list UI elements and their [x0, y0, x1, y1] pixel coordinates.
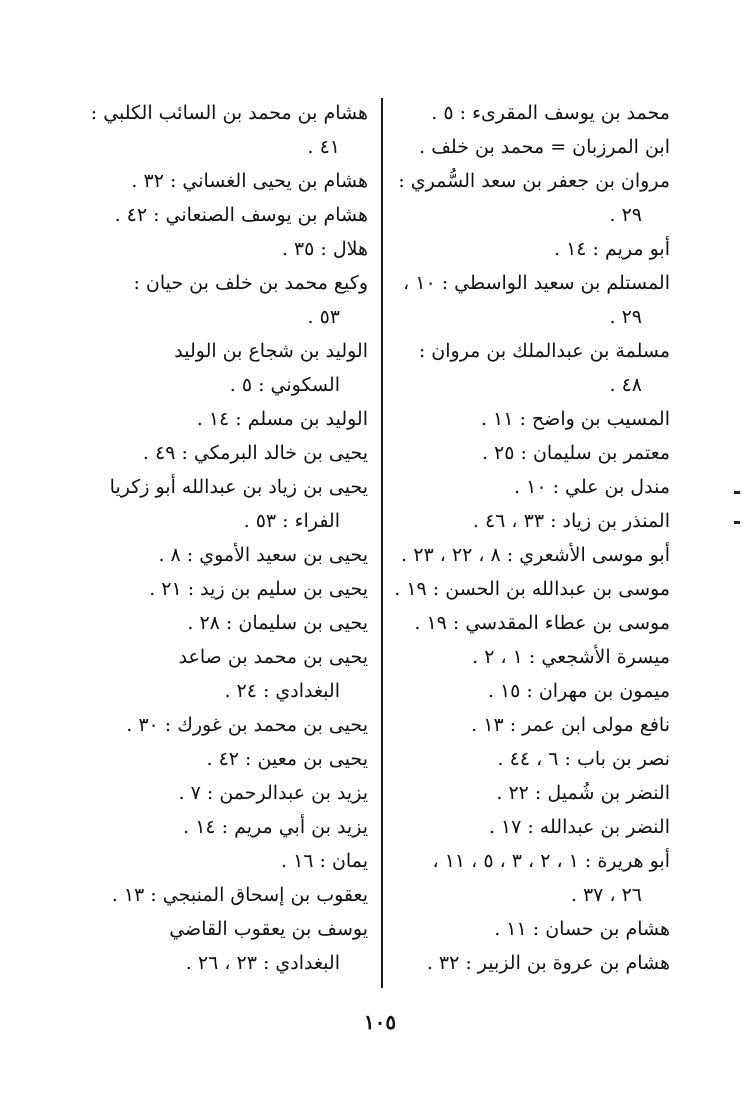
index-entry — [395, 436, 670, 470]
index-entry — [395, 130, 670, 164]
page-number: ١٠٥ — [363, 1010, 397, 1034]
index-entry-text: ميمون بن مهران : ١٥ . — [487, 680, 670, 702]
index-entry-text: النضر بن عبدالله : ١٧ . — [488, 816, 670, 838]
index-entry — [100, 198, 368, 232]
index-entry — [100, 402, 368, 436]
index-entry — [395, 606, 670, 640]
index-entry — [395, 470, 670, 504]
index-entry — [100, 572, 368, 606]
index-entry-continuation: السكوني : ٥ . — [229, 374, 340, 396]
index-entry — [395, 844, 670, 912]
index-entry-continuation: البغدادي : ٢٤ . — [224, 680, 340, 702]
index-entry — [100, 912, 368, 980]
index-entry-text: المسيب بن واضح : ١١ . — [480, 408, 670, 430]
column-divider — [381, 98, 383, 988]
index-entry — [100, 232, 368, 266]
margin-mark — [734, 521, 740, 524]
index-entry-text: أبو هريرة : ١ ، ٢ ، ٣ ، ٥ ، ١١ ، — [432, 850, 670, 872]
index-entry-text: يحيى بن معين : ٤٢ . — [206, 748, 368, 770]
index-entry — [395, 810, 670, 844]
index-column-right — [395, 96, 670, 980]
index-entry-text: موسى بن عبدالله بن الحسن : ١٩ . — [394, 578, 670, 600]
index-entry-text: النضر بن شُميل : ٢٢ . — [496, 782, 670, 804]
index-entry-text: مروان بن جعفر بن سعد السُّمري : — [398, 170, 670, 192]
index-entry — [395, 96, 670, 130]
index-entry-text: هشام بن حسان : ١١ . — [494, 918, 670, 940]
index-entry — [100, 708, 368, 742]
index-entry-text: هشام بن يوسف الصنعاني : ٤٢ . — [114, 204, 368, 226]
index-entry — [100, 606, 368, 640]
index-entry — [100, 640, 368, 708]
index-entry-text: ميسرة الأشجعي : ١ ، ٢ . — [472, 646, 670, 668]
index-entry — [100, 470, 368, 538]
index-entry-text: يوسف بن يعقوب القاضي — [169, 918, 368, 940]
index-column-left — [90, 96, 368, 980]
index-entry-text: يعقوب بن إسحاق المنبجي : ١٣ . — [111, 884, 368, 906]
index-entry — [100, 538, 368, 572]
index-entry — [100, 776, 368, 810]
index-entry-text: يحيى بن خالد البرمكي : ٤٩ . — [142, 442, 368, 464]
index-entry-text: نصر بن باب : ٦ ، ٤٤ . — [497, 748, 670, 770]
margin-mark — [734, 491, 740, 494]
index-entry-text: الوليد بن شجاع بن الوليد — [174, 340, 368, 362]
index-entry-text: هلال : ٣٥ . — [281, 238, 368, 260]
index-entry-continuation: ٢٩ . — [609, 306, 642, 328]
index-entry — [395, 538, 670, 572]
index-entry-continuation: ٥٣ . — [307, 306, 340, 328]
index-entry — [395, 164, 670, 232]
index-entry — [395, 674, 670, 708]
index-entry — [100, 164, 368, 198]
index-entry-text: الوليد بن مسلم : ١٤ . — [196, 408, 368, 430]
index-entry — [90, 96, 368, 164]
index-entry — [100, 436, 368, 470]
index-entry-text: يمان : ١٦ . — [280, 850, 368, 872]
index-entry — [395, 572, 670, 606]
index-entry — [100, 878, 368, 912]
index-entry — [100, 844, 368, 878]
index-entry — [395, 708, 670, 742]
index-entry-text: يحيى بن زياد بن عبدالله أبو زكريا — [109, 476, 368, 498]
index-entry — [395, 776, 670, 810]
index-entry-text: محمد بن يوسف المقرىء : ٥ . — [431, 102, 670, 124]
index-entry-text: موسى بن عطاء المقدسي : ١٩ . — [414, 612, 670, 634]
index-entry-text: المستلم بن سعيد الواسطي : ١٠ ، — [403, 272, 670, 294]
index-entry-continuation: ٢٩ . — [609, 204, 642, 226]
index-entry-continuation: ٤١ . — [307, 136, 340, 158]
index-entry-text: يحيى بن سليم بن زيد : ٢١ . — [149, 578, 368, 600]
index-entry — [395, 912, 670, 946]
index-entry-continuation: البغدادي : ٢٣ ، ٢٦ . — [185, 952, 340, 974]
index-entry-text: يزيد بن أبي مريم : ١٤ . — [183, 816, 368, 838]
index-entry-text: هشام بن يحيى الغساني : ٣٢ . — [131, 170, 368, 192]
index-entry-text: هشام بن محمد بن السائب الكلبي : — [90, 102, 368, 124]
index-entry-text: يزيد بن عبدالرحمن : ٧ . — [178, 782, 368, 804]
index-entry-text: نافع مولى ابن عمر : ١٣ . — [471, 714, 670, 736]
index-entry — [395, 504, 670, 538]
index-entry — [395, 640, 670, 674]
index-entry-continuation: ٢٦ ، ٣٧ . — [570, 884, 642, 906]
index-entry-text: هشام بن عروة بن الزبير : ٣٢ . — [426, 952, 670, 974]
index-entry-text: مندل بن علي : ١٠ . — [514, 476, 670, 498]
index-entry-text: المنذر بن زياد : ٣٣ ، ٤٦ . — [472, 510, 670, 532]
index-entry — [395, 334, 670, 402]
index-entry-text: وكيع محمد بن خلف بن حيان : — [133, 272, 368, 294]
index-entry-continuation: الفراء : ٥٣ . — [243, 510, 340, 532]
index-entry-text: يحيى بن سعيد الأموي : ٨ . — [158, 544, 368, 566]
index-entry-text: يحيى بن سليمان : ٢٨ . — [187, 612, 368, 634]
index-entry-text: معتمر بن سليمان : ٢٥ . — [481, 442, 670, 464]
index-entry — [395, 946, 670, 980]
index-entry — [395, 402, 670, 436]
index-entry-text: أبو مريم : ١٤ . — [553, 238, 670, 260]
index-entry — [100, 742, 368, 776]
index-entry-text: يحيى بن محمد بن صاعد — [178, 646, 368, 668]
index-entry-text: يحيى بن محمد بن غورك : ٣٠ . — [126, 714, 368, 736]
index-entry-continuation: ٤٨ . — [609, 374, 642, 396]
index-entry-text: ابن المرزبان = محمد بن خلف . — [419, 136, 670, 158]
index-entry — [100, 266, 368, 334]
index-entry — [395, 232, 670, 266]
index-entry — [395, 266, 670, 334]
index-entry-text: أبو موسى الأشعري : ٨ ، ٢٢ ، ٢٣ . — [401, 544, 670, 566]
index-entry-text: مسلمة بن عبدالملك بن مروان : — [418, 340, 670, 362]
index-entry — [395, 742, 670, 776]
index-entry — [100, 334, 368, 402]
index-entry — [100, 810, 368, 844]
